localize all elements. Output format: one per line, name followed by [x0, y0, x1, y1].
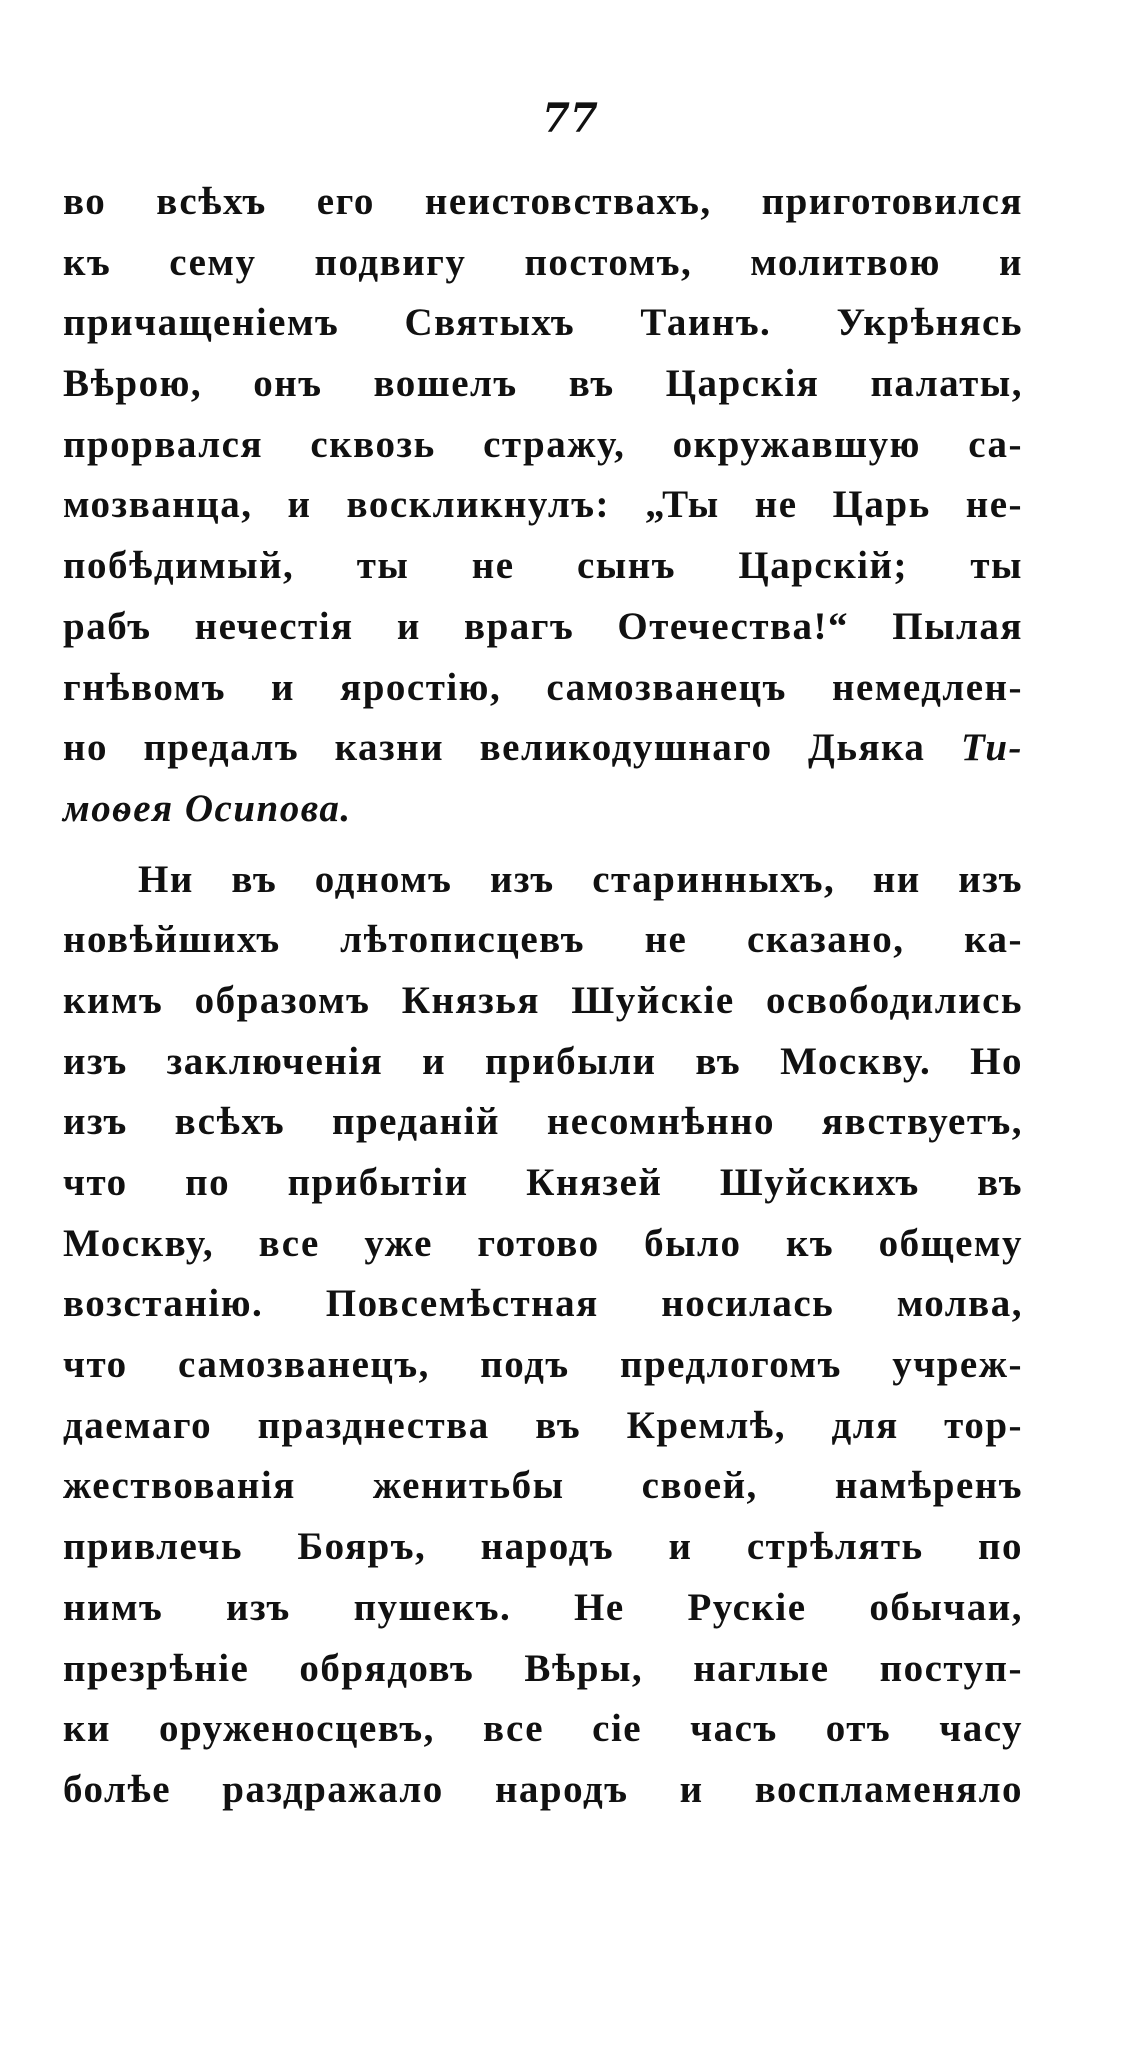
text-line: побѣдимый, ты не сынъ Царскій; ты	[63, 544, 1023, 588]
text-line	[63, 718, 1023, 779]
page-number: 77	[542, 95, 598, 142]
text-line: рабъ нечестія и врагъ Отечества!“ Пылая	[63, 604, 1023, 648]
paragraph-1	[63, 172, 1023, 840]
body-text	[63, 172, 1023, 1821]
paragraph-spacer	[63, 840, 1023, 850]
text-line: къ сему подвигу постомъ, молитвою и	[63, 240, 1023, 284]
text-line: гнѣвомъ и яростію, самозванецъ немедлен-	[63, 665, 1023, 709]
text-line: новѣйшихъ лѣтописцевъ не сказано, ка-	[63, 918, 1023, 962]
text-line: причащеніемъ Святыхъ Таинъ. Укрѣнясь	[63, 301, 1023, 345]
italic-name-start: Ти-	[960, 726, 1024, 770]
text-line: прорвался сквозь стражу, окружавшую са-	[63, 422, 1023, 466]
text-line: что по прибытіи Князей Шуйскихъ въ	[63, 1161, 1023, 1204]
text-line: изъ всѣхъ преданій несомнѣнно явствуетъ,	[63, 1100, 1023, 1144]
paragraph-2	[63, 850, 1023, 1821]
text-line: кимъ образомъ Князья Шуйскіе освободились	[63, 978, 1023, 1022]
text-line: Москву, все уже готово было къ общему	[63, 1221, 1023, 1265]
italic-name-end: моѳея Осипова.	[63, 786, 352, 830]
text-line: болѣе раздражало народъ и воспламеняло	[63, 1767, 1023, 1811]
text-line: нимъ изъ пушекъ. Не Рускіе обычаи,	[63, 1585, 1023, 1629]
text-line-main: но предалъ казни великодушнаго Дьяка	[63, 726, 926, 770]
text-line: презрѣніе обрядовъ Вѣры, наглые поступ-	[63, 1646, 1023, 1690]
text-line: жествованія женитьбы своей, намѣренъ	[63, 1464, 1023, 1508]
text-line: мозванца, и воскликнулъ: „Ты не Царь не-	[63, 483, 1023, 527]
text-line: что самозванецъ, подъ предлогомъ учреж-	[63, 1343, 1023, 1387]
text-line: Ни въ одномъ изъ старинныхъ, ни изъ	[138, 857, 1023, 901]
text-line: привлечь Бояръ, народъ и стрѣлять по	[63, 1525, 1023, 1569]
text-line: изъ заключенія и прибыли въ Москву. Но	[63, 1039, 1023, 1083]
text-line: даемаго празднества въ Кремлѣ, для тор-	[63, 1403, 1023, 1447]
text-line: Вѣрою, онъ вошелъ въ Царскія палаты,	[63, 362, 1023, 406]
text-line: во всѣхъ его неистовствахъ, приготовился	[63, 180, 1023, 223]
text-line: ки оруженосцевъ, все сіе часъ отъ часу	[63, 1707, 1023, 1751]
text-line: возстанію. Повсемѣстная носилась молва,	[63, 1282, 1023, 1326]
